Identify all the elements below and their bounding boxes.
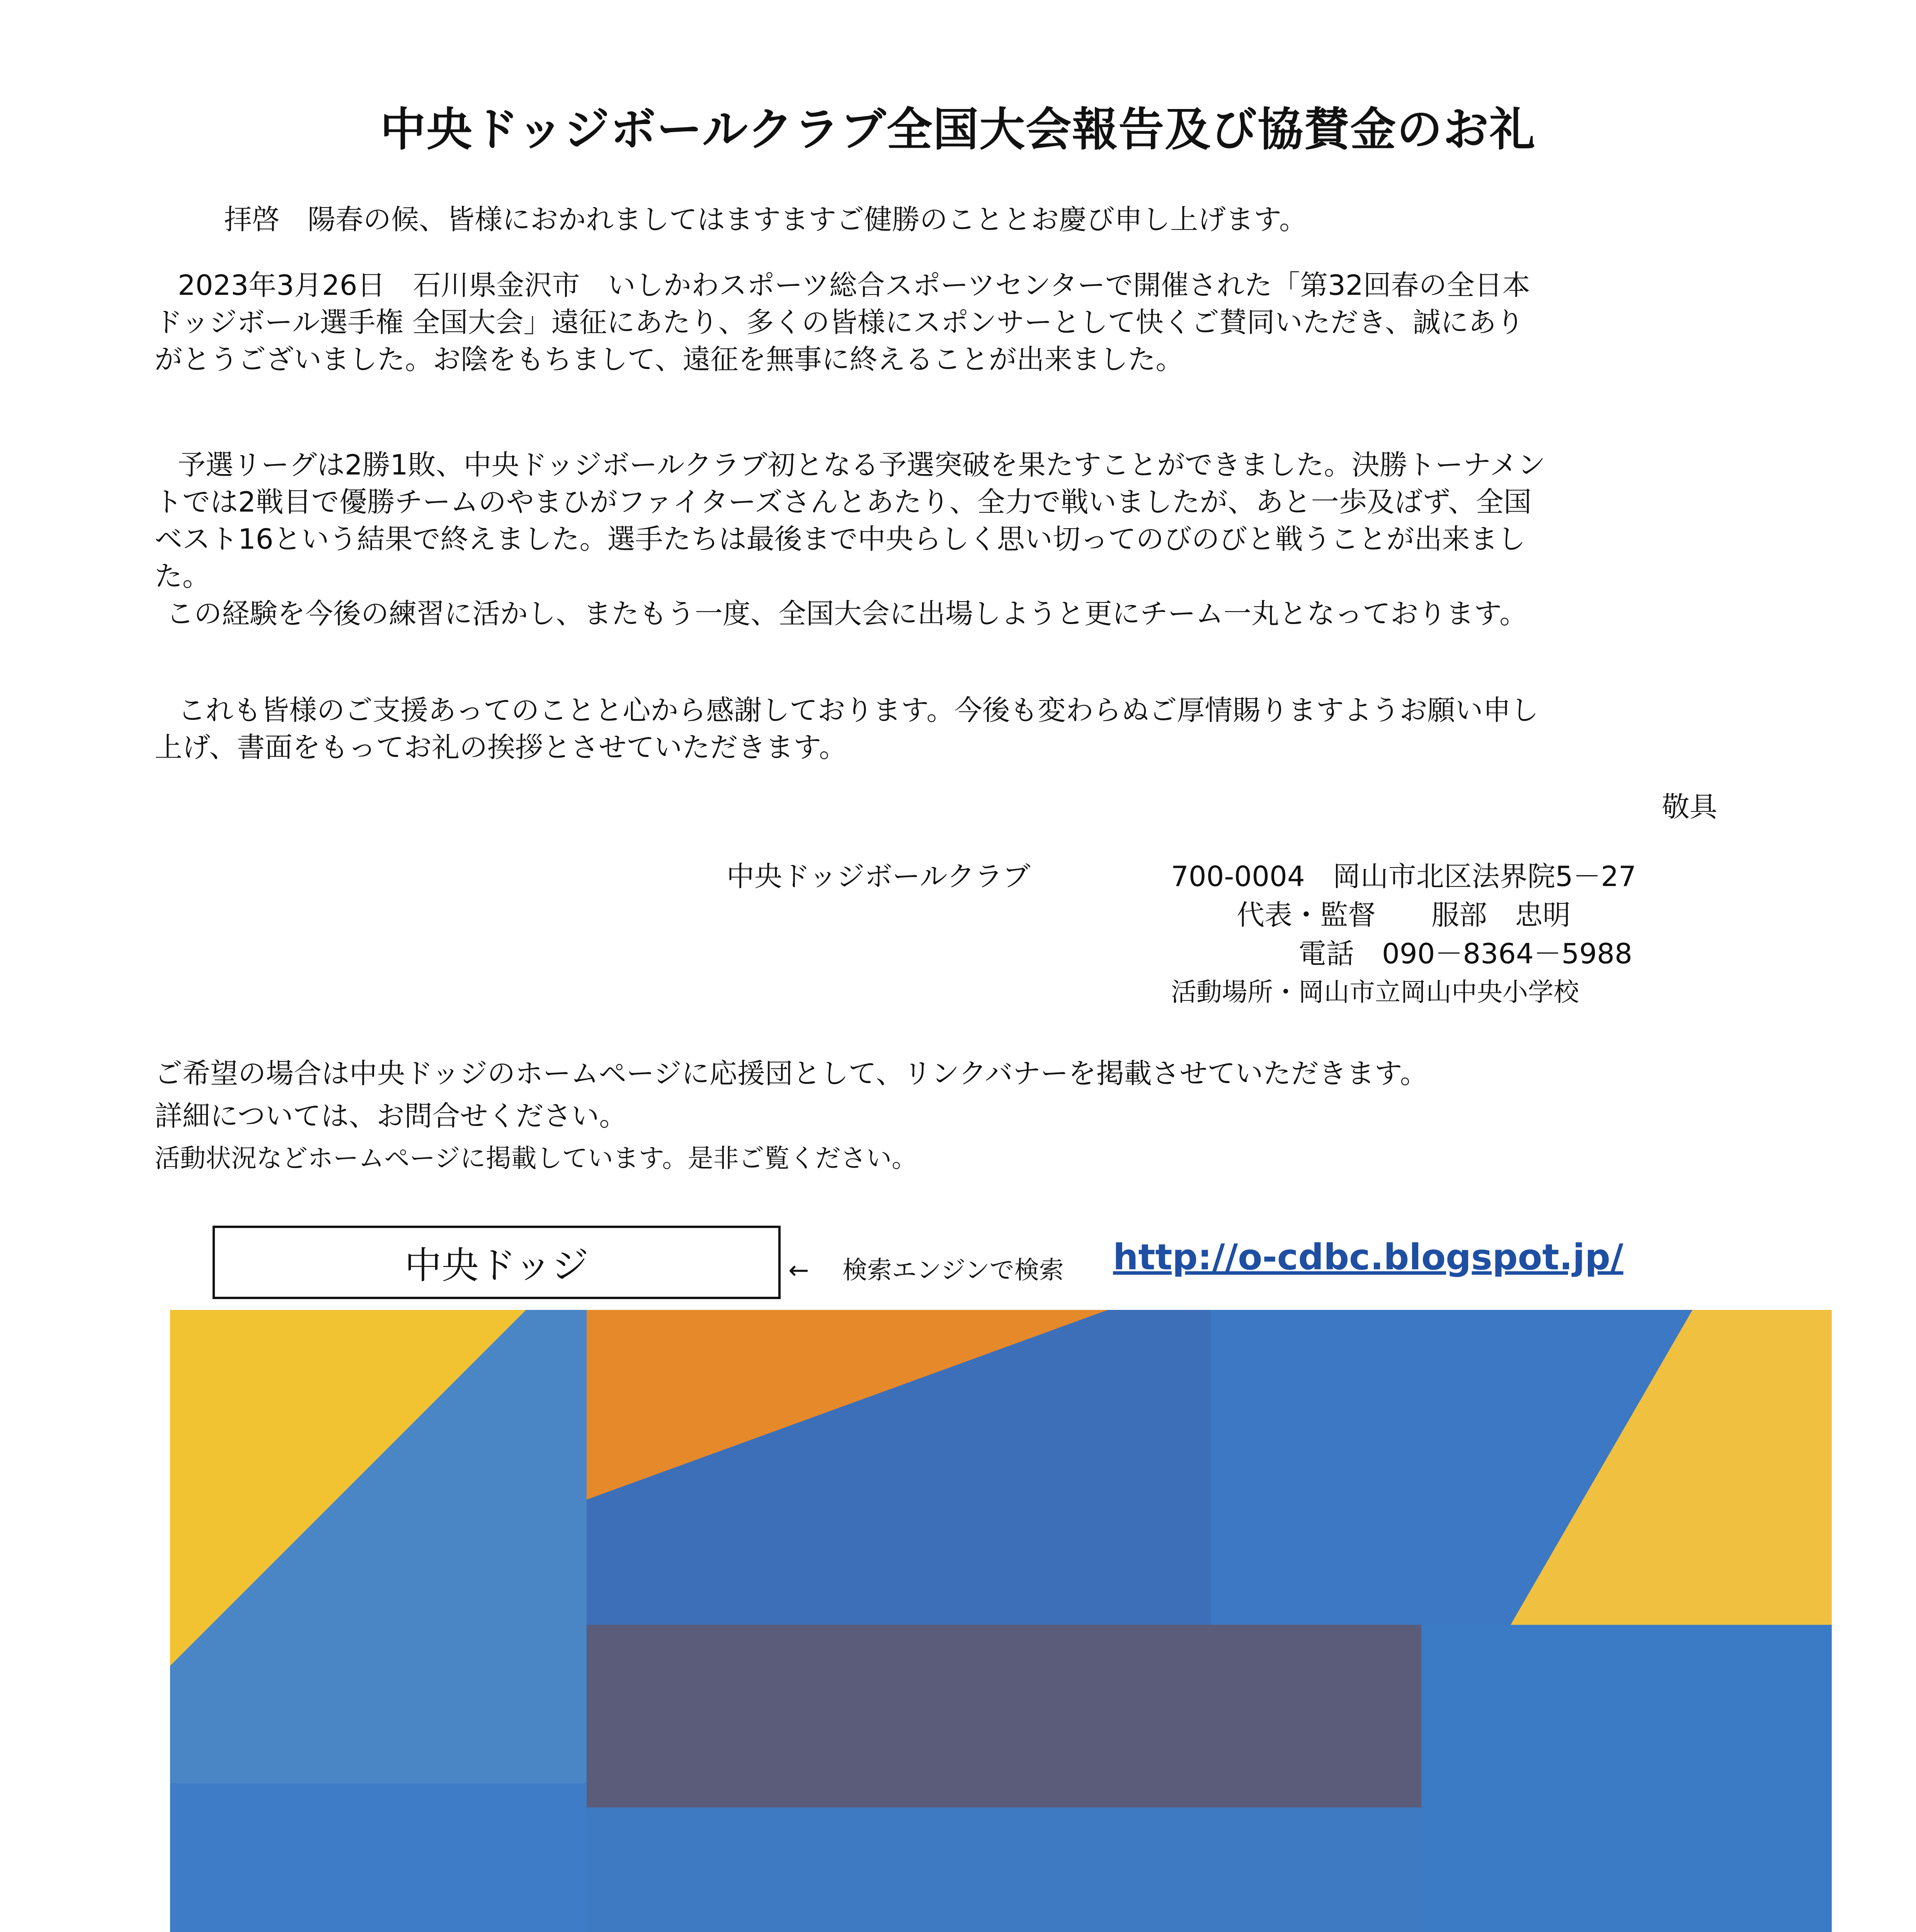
homepage-link[interactable]: http://o-cdbc.blogspot.jp/ (1113, 1236, 1623, 1278)
search-hint: 検索エンジンで検索 (842, 1256, 1064, 1285)
paragraph-4 (155, 692, 1539, 766)
closing: 敬具 (1662, 791, 1718, 823)
paragraph-1-line: がとうございました。お陰をもちまして、遠征を無事に終えることが出来ました。 (155, 343, 1184, 376)
photo-team-huddle (587, 1310, 1211, 1625)
paragraph-2-line: た。 (155, 560, 211, 592)
photo-player-with-ball (1421, 1625, 1832, 1932)
photo-team-cheering (170, 1310, 587, 1783)
search-term: 中央ドッジ (404, 1243, 589, 1287)
note-banner: ご希望の場合は中央ドッジのホームページに応援団として、リンクバナーを掲載させていただきます。 (155, 1057, 1428, 1090)
paragraph-3: この経験を今後の練習に活かし、またもう一度、全国大会に出場しようと更にチーム一丸となっております。 (166, 597, 1528, 630)
paragraph-2-line: トでは2戦目で優勝チームのやまひがファイターズさんとあたり、全力で戦いましたが、あと一歩及ばず、全国 (155, 486, 1532, 518)
sender-location: 活動場所・岡山市立岡山中央小学校 (1171, 977, 1579, 1007)
note-inquiry: 詳細については、お問合せください。 (155, 1100, 627, 1132)
paragraph-2-line: ベスト16という結果で終えました。選手たちは最後まで中央らしく思い切ってのびのびと戦うことが出来まし (155, 523, 1526, 555)
paragraph-2 (155, 446, 1545, 595)
sender-club: 中央ドッジボールクラブ (727, 860, 1031, 893)
sender-address: 700-0004 岡山市北区法界院5－27 (1171, 860, 1637, 893)
arrow-left-icon: ← (788, 1256, 809, 1285)
photo-players-ready (1211, 1310, 1832, 1625)
paragraph-1-line: 2023年3月26日 石川県金沢市 いしかわスポーツ総合スポーツセンターで開催された「第32回春の全日本 (178, 269, 1530, 301)
photo-player-action (170, 1783, 587, 1932)
greeting: 拝啓 陽春の候、皆様におかれましてはますますご健勝のこととお慶び申し上げます。 (224, 203, 1307, 236)
search-term-box (213, 1226, 781, 1299)
page-title: 中央ドッジボールクラブ全国大会報告及び協賛金のお礼 (380, 103, 1536, 156)
sender-representative: 代表・監督 服部 忠明 (1237, 899, 1571, 931)
photo-collage (170, 1310, 1832, 1932)
paragraph-4-line: これも皆様のご支援あってのことと心から感謝しております。今後も変わらぬご厚情賜りますようお願い申し (178, 694, 1539, 726)
sender-phone: 電話 090－8364－5988 (1298, 937, 1632, 970)
photo-team-group (587, 1625, 1421, 1932)
paragraph-1 (155, 267, 1530, 378)
paragraph-2-line: 予選リーグは2勝1敗、中央ドッジボールクラブ初となる予選突破を果たすことができました。決勝トーナメン (178, 449, 1545, 481)
paragraph-4-line: 上げ、書面をもってお礼の挨拶とさせていただきます。 (155, 731, 847, 764)
paragraph-1-line: ドッジボール選手権 全国大会」遠征にあたり、多くの皆様にスポンサーとして快くご賛同いただき、誠にあり (155, 306, 1524, 338)
note-homepage: 活動状況などホームページに掲載しています。是非ご覧ください。 (155, 1143, 917, 1173)
